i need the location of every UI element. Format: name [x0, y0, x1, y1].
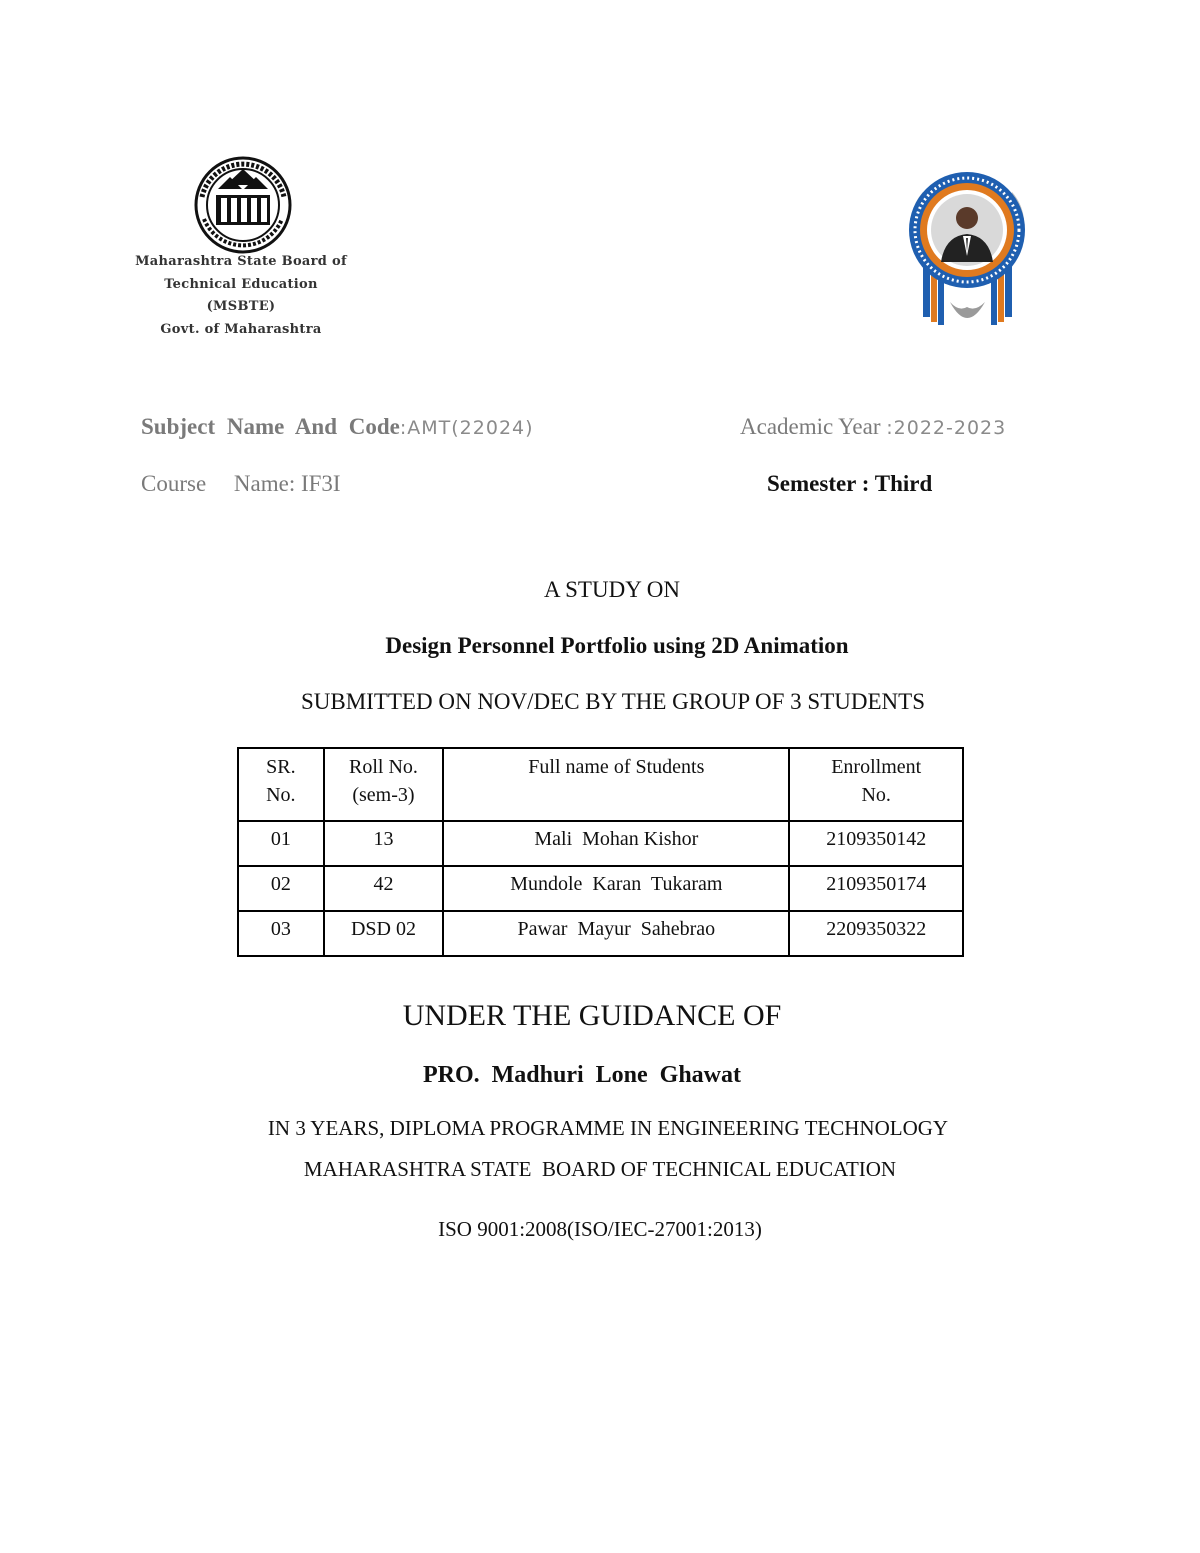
guide-name: PRO. Madhuri Lone Ghawat	[422, 1062, 742, 1088]
cell-sr-no: 01	[238, 821, 324, 866]
cell-student-name: Pawar Mayur Sahebrao	[443, 911, 789, 956]
msbte-emblem-icon	[188, 155, 298, 255]
subject-line	[141, 414, 534, 440]
subject-value: :AMT(22024)	[399, 417, 534, 439]
cell-roll-no: 42	[324, 866, 444, 911]
programme-line: IN 3 YEARS, DIPLOMA PROGRAMME IN ENGINEERING TECHNOLOGY	[267, 1116, 949, 1140]
course-label: Course	[141, 471, 207, 496]
iso-line: ISO 9001:2008(ISO/IEC-27001:2013)	[438, 1217, 762, 1241]
msbte-caption-line-3: (MSBTE)	[206, 299, 276, 314]
cell-sr-no: 02	[238, 866, 324, 911]
course-line	[141, 471, 341, 497]
academic-year-line	[740, 414, 1006, 440]
study-on-heading: A STUDY ON	[544, 577, 680, 602]
academic-year-label: Academic Year	[740, 414, 881, 439]
header-roll-no: Roll No. (sem-3)	[324, 748, 444, 821]
cell-roll-no: 13	[324, 821, 444, 866]
students-table	[237, 747, 964, 957]
cell-sr-no: 03	[238, 911, 324, 956]
subject-label: Subject Name And Code	[141, 414, 400, 439]
submitted-line: SUBMITTED ON NOV/DEC BY THE GROUP OF 3 STUDENTS	[300, 689, 925, 714]
table-header-row	[238, 748, 963, 821]
header-full-name: Full name of Students	[443, 748, 789, 821]
project-topic: Design Personnel Portfolio using 2D Animation	[385, 633, 849, 658]
semester-text: Semester : Third	[767, 471, 933, 496]
cell-enrollment: 2109350174	[789, 866, 963, 911]
cell-roll-no: DSD 02	[324, 911, 444, 956]
cell-enrollment: 2109350142	[789, 821, 963, 866]
college-emblem-icon	[905, 152, 1030, 334]
cell-student-name: Mali Mohan Kishor	[443, 821, 789, 866]
guidance-heading: UNDER THE GUIDANCE OF	[402, 999, 782, 1032]
semester-line	[767, 471, 932, 497]
cell-enrollment: 2209350322	[789, 911, 963, 956]
table-row	[238, 821, 963, 866]
msbte-caption-line-4: Govt. of Maharashtra	[160, 322, 322, 337]
course-value: Name: IF3I	[233, 471, 341, 496]
cell-student-name: Mundole Karan Tukaram	[443, 866, 789, 911]
msbte-caption-line-2: Technical Education	[164, 277, 318, 292]
header-sr-no: SR. No.	[238, 748, 324, 821]
table-row	[238, 866, 963, 911]
table-row	[238, 911, 963, 956]
header-enrollment: Enrollment No.	[789, 748, 963, 821]
msbte-caption-line-1: Maharashtra State Board of	[135, 254, 347, 269]
academic-year-value: :2022-2023	[886, 417, 1007, 439]
board-line: MAHARASHTRA STATE BOARD OF TECHNICAL EDUCATION	[303, 1157, 897, 1181]
